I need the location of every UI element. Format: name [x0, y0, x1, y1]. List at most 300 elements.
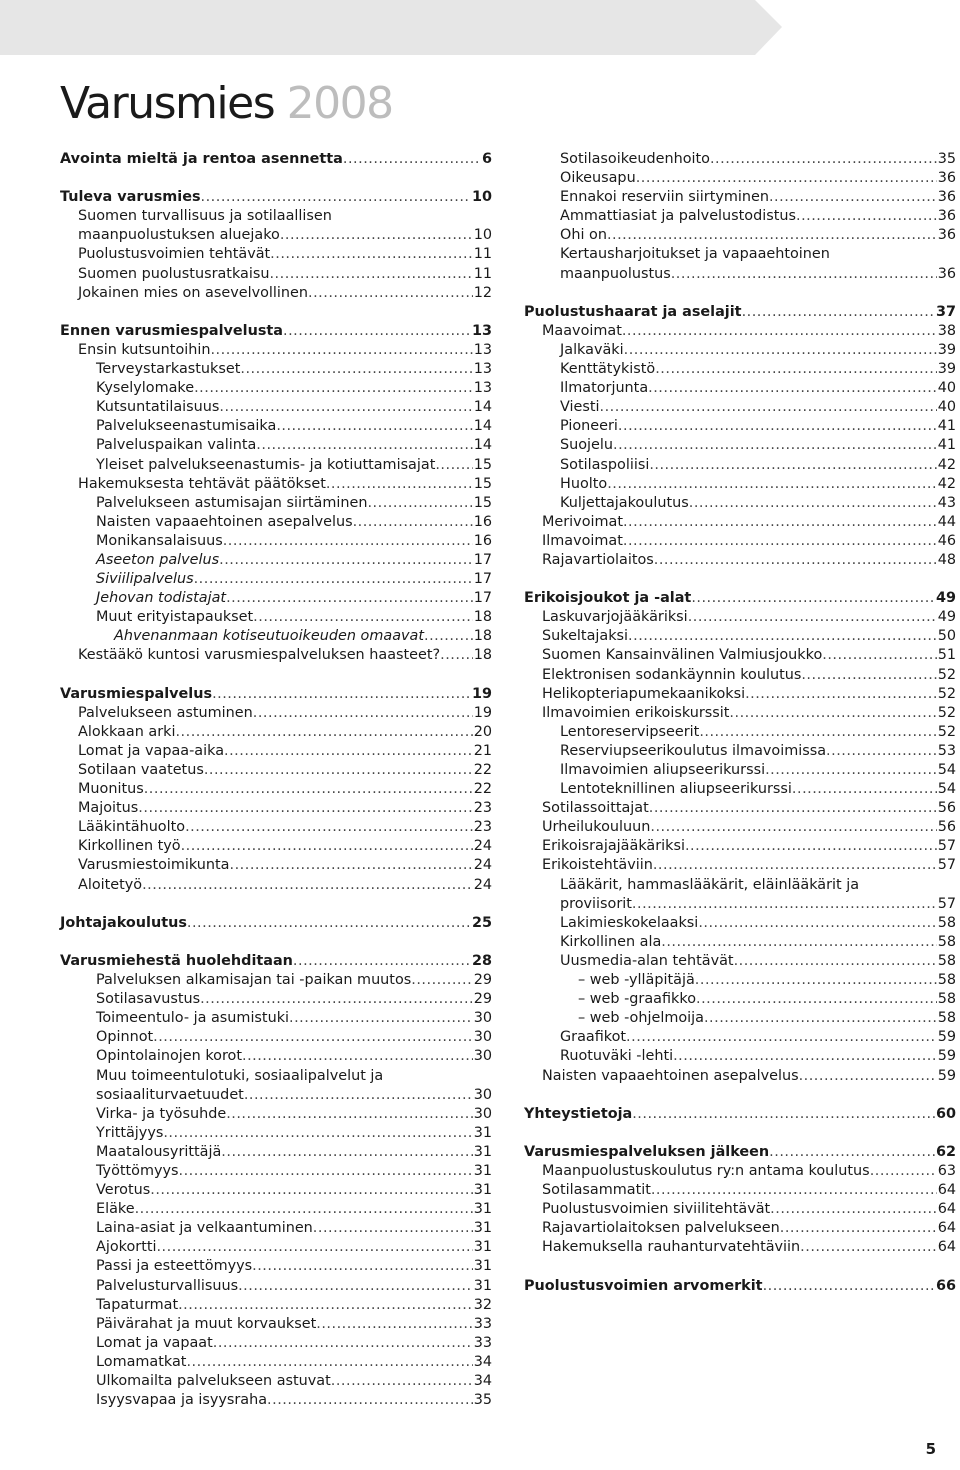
toc-leader-dots: [230, 856, 473, 875]
toc-entry[interactable]: [60, 742, 492, 761]
toc-page-number: 59: [937, 1048, 956, 1065]
toc-entry-label: Päivärahat ja muut korvaukset: [96, 1315, 317, 1332]
toc-leader-dots: [316, 1315, 472, 1334]
toc-leader-dots: [276, 417, 472, 436]
toc-entry-label: Urheilukouluun: [542, 819, 651, 836]
toc-entry-label: Merivoimat: [542, 513, 623, 530]
toc-entry[interactable]: [60, 876, 492, 895]
toc-leader-dots: [673, 1047, 937, 1066]
toc-entry[interactable]: [60, 1181, 492, 1200]
toc-page-number: 18: [473, 647, 492, 664]
toc-leader-dots: [763, 1277, 935, 1296]
toc-page-number: 64: [937, 1239, 956, 1256]
toc-entry-label: Sotilasavustus: [96, 991, 201, 1008]
toc-leader-dots: [769, 1143, 935, 1162]
toc-entry[interactable]: [524, 761, 956, 780]
toc-leader-dots: [280, 226, 473, 245]
toc-entry[interactable]: [60, 1219, 492, 1238]
toc-entry-label: Lomat ja vapaa-aika: [78, 742, 225, 759]
toc-page-number: 31: [473, 1258, 492, 1275]
toc-entry-label: Suojelu: [560, 437, 614, 454]
toc-page-number: 56: [937, 800, 956, 817]
toc-entry[interactable]: [60, 245, 492, 264]
toc-leader-dots: [780, 1219, 937, 1238]
toc-entry-label: Alokkaan arki: [78, 723, 176, 740]
toc-page-number: 34: [473, 1373, 492, 1389]
toc-entry[interactable]: [60, 627, 492, 646]
toc-entry[interactable]: [524, 1009, 956, 1028]
toc-entry[interactable]: [524, 398, 956, 417]
toc-leader-dots: [607, 226, 937, 245]
toc-entry-label: Sotilasoikeudenhoito: [560, 151, 710, 167]
toc-entry-label: Maatalousyrittäjä: [96, 1143, 222, 1160]
toc-entry-label: Viesti: [560, 399, 600, 416]
toc-entry[interactable]: [524, 666, 956, 685]
toc-entry[interactable]: [524, 169, 956, 188]
toc-entry[interactable]: [60, 608, 492, 627]
toc-entry[interactable]: [524, 265, 956, 284]
toc-leader-dots: [201, 188, 471, 207]
toc-entry-label: Aloitetyö: [78, 876, 143, 893]
toc-entry[interactable]: [524, 456, 956, 475]
toc-page-number: 31: [473, 1124, 492, 1141]
toc-entry[interactable]: [524, 971, 956, 990]
toc-leader-dots: [267, 1391, 473, 1410]
toc-entry[interactable]: [60, 1334, 492, 1353]
toc-page-number: 17: [473, 590, 492, 607]
toc-page-number: 62: [935, 1143, 956, 1160]
toc-leader-dots: [765, 761, 937, 780]
toc-entry[interactable]: [60, 1257, 492, 1276]
toc-entry[interactable]: [60, 1200, 492, 1219]
toc-page-number: 58: [937, 933, 956, 950]
toc-page-number: 30: [473, 1105, 492, 1122]
toc-entry[interactable]: [524, 818, 956, 837]
toc-leader-dots: [252, 1257, 473, 1276]
toc-leader-dots: [313, 1219, 473, 1238]
toc-entry-label: Puolustusvoimien tehtävät: [78, 246, 271, 263]
toc-entry[interactable]: [524, 322, 956, 341]
toc-leader-dots: [623, 532, 937, 551]
toc-page-number: 41: [937, 418, 956, 435]
toc-entry[interactable]: [60, 704, 492, 723]
toc-section[interactable]: [60, 952, 492, 971]
toc-entry-label: Tuleva varusmies: [60, 189, 201, 206]
toc-entry[interactable]: [524, 1028, 956, 1047]
toc-leader-dots: [283, 322, 471, 341]
toc-leader-dots: [135, 1200, 473, 1219]
toc-entry-label: Varusmiespalvelus: [60, 685, 213, 702]
toc-leader-dots: [734, 952, 937, 971]
toc-entry[interactable]: [60, 1047, 492, 1066]
toc-page-number: 15: [473, 475, 492, 492]
toc-entry[interactable]: [524, 742, 956, 761]
toc-section[interactable]: [60, 150, 492, 169]
toc-entry[interactable]: [60, 1028, 492, 1047]
toc-entry[interactable]: [524, 646, 956, 665]
toc-leader-dots: [654, 551, 937, 570]
toc-entry-label: Ensin kutsuntoihin: [78, 341, 211, 358]
toc-entry[interactable]: [60, 513, 492, 532]
toc-leader-dots: [142, 876, 473, 895]
toc-spacer: [524, 284, 956, 303]
toc-entry[interactable]: [60, 1277, 492, 1296]
toc-leader-dots: [826, 742, 937, 761]
toc-entry[interactable]: [524, 475, 956, 494]
toc-entry[interactable]: [60, 1162, 492, 1181]
toc-leader-dots: [187, 914, 471, 933]
toc-leader-dots: [649, 456, 936, 475]
toc-entry-label: Laskuvarjojääkäriksi: [542, 609, 688, 626]
toc-entry[interactable]: [524, 436, 956, 455]
toc-entry[interactable]: [524, 1219, 956, 1238]
toc-entry[interactable]: [60, 761, 492, 780]
toc-entry[interactable]: [60, 856, 492, 875]
toc-page-number: 22: [473, 762, 492, 778]
toc-page-number: 48: [937, 551, 956, 568]
toc-page-number: 29: [473, 972, 492, 989]
toc-entry-label: Jalkaväki: [560, 341, 624, 358]
toc-entry[interactable]: [60, 551, 492, 570]
toc-page-number: 13: [473, 341, 492, 358]
toc-leader-dots: [242, 1047, 473, 1066]
toc-leader-dots: [636, 169, 937, 188]
toc-page-number: 31: [473, 1239, 492, 1256]
toc-entry-label: Suomen turvallisuus ja sotilaallisen: [78, 208, 332, 225]
toc-entry[interactable]: [524, 704, 956, 723]
toc-entry[interactable]: [60, 990, 492, 1009]
toc-entry-label: Avointa mieltä ja rentoa asennetta: [60, 151, 343, 167]
toc-entry[interactable]: [60, 971, 492, 990]
toc-page-number: 19: [471, 685, 492, 702]
toc-page-number: 56: [937, 819, 956, 836]
toc-entry[interactable]: [524, 379, 956, 398]
toc-entry-label: Kyselylomake: [96, 380, 195, 397]
toc-page-number: 16: [473, 513, 492, 530]
toc-leader-dots: [626, 1028, 937, 1047]
toc-entry[interactable]: [60, 207, 492, 226]
toc-page-number: 52: [937, 723, 956, 740]
toc-entry[interactable]: [524, 837, 956, 856]
toc-entry[interactable]: [60, 226, 492, 245]
toc-entry[interactable]: [60, 1238, 492, 1257]
toc-entry-label: Lakimieskokelaaksi: [560, 914, 699, 931]
toc-entry[interactable]: [524, 1238, 956, 1257]
toc-section[interactable]: [60, 914, 492, 933]
toc-page-number: 24: [473, 876, 492, 893]
toc-leader-dots: [223, 532, 473, 551]
toc-entry-label: Oikeusapu: [560, 170, 636, 187]
toc-page-number: 23: [473, 819, 492, 836]
toc-entry-label: Maavoimat: [542, 322, 622, 339]
toc-entry[interactable]: [524, 360, 956, 379]
toc-entry-label: Siviilipalvelus: [96, 571, 194, 588]
toc-entry[interactable]: [60, 1124, 492, 1143]
toc-page-number: 35: [937, 151, 956, 167]
toc-leader-dots: [710, 150, 937, 169]
toc-entry[interactable]: [524, 895, 956, 914]
toc-leader-dots: [632, 895, 937, 914]
page-title: [60, 76, 393, 132]
toc-entry[interactable]: [60, 379, 492, 398]
toc-leader-dots: [179, 1162, 473, 1181]
toc-entry[interactable]: [524, 245, 956, 264]
toc-page-number: 54: [937, 781, 956, 798]
toc-entry[interactable]: [60, 1067, 492, 1086]
toc-leader-dots: [770, 1200, 937, 1219]
title-year: 2008: [286, 78, 393, 129]
toc-leader-dots: [221, 1143, 472, 1162]
page-number: 5: [925, 1440, 936, 1458]
toc-entry[interactable]: [524, 150, 956, 169]
toc-leader-dots: [343, 150, 481, 169]
toc-entry-label: – web -ohjelmoija: [578, 1010, 704, 1027]
toc-leader-dots: [600, 398, 937, 417]
toc-entry[interactable]: [524, 226, 956, 245]
toc-section[interactable]: [60, 188, 492, 207]
toc-leader-dots: [353, 513, 473, 532]
toc-entry[interactable]: [524, 532, 956, 551]
toc-entry[interactable]: [524, 494, 956, 513]
toc-entry[interactable]: [524, 341, 956, 360]
toc-leader-dots: [769, 188, 937, 207]
toc-entry[interactable]: [524, 933, 956, 952]
toc-leader-dots: [623, 513, 937, 532]
toc-entry-label: Maanpuolustuskoulutus ry:n antama koulutus: [542, 1162, 870, 1179]
toc-page-number: 43: [937, 494, 956, 511]
toc-entry-label: Yrittäjyys: [96, 1124, 164, 1141]
toc-section[interactable]: [60, 322, 492, 341]
toc-column-right: [524, 150, 956, 1296]
toc-page-number: 16: [473, 532, 492, 549]
toc-leader-dots: [691, 589, 935, 608]
toc-leader-dots: [624, 341, 937, 360]
toc-entry-label: Palvelukseenastumisaika: [96, 418, 277, 435]
toc-entry[interactable]: [60, 436, 492, 455]
toc-entry[interactable]: [524, 990, 956, 1009]
toc-page-number: 35: [473, 1392, 492, 1409]
toc-entry[interactable]: [524, 608, 956, 627]
toc-leader-dots: [253, 608, 473, 627]
toc-leader-dots: [270, 245, 473, 264]
toc-entry[interactable]: [524, 723, 956, 742]
toc-entry-label: Passi ja esteettömyys: [96, 1258, 253, 1275]
toc-leader-dots: [801, 666, 936, 685]
toc-entry-label: Kuljettajakoulutus: [560, 494, 689, 511]
toc-leader-dots: [293, 952, 471, 971]
toc-entry[interactable]: [524, 188, 956, 207]
toc-entry[interactable]: [524, 914, 956, 933]
toc-leader-dots: [613, 436, 937, 455]
toc-entry[interactable]: [524, 207, 956, 226]
toc-page-number: 64: [937, 1182, 956, 1199]
toc-spacer: [524, 1086, 956, 1105]
toc-entry-label: Kirkollinen ala: [560, 933, 662, 950]
toc-entry[interactable]: [524, 685, 956, 704]
toc-page-number: 57: [937, 838, 956, 855]
toc-section[interactable]: [60, 685, 492, 704]
toc-leader-dots: [745, 685, 937, 704]
toc-leader-dots: [175, 723, 472, 742]
toc-page-number: 36: [937, 227, 956, 244]
toc-leader-dots: [178, 1296, 473, 1315]
toc-entry-label: Ilmavoimat: [542, 532, 623, 549]
toc-leader-dots: [194, 570, 473, 589]
toc-leader-dots: [226, 589, 473, 608]
toc-entry-label: Sukeltajaksi: [542, 628, 629, 645]
toc-leader-dots: [685, 837, 937, 856]
toc-page-number: 36: [937, 189, 956, 206]
toc-entry[interactable]: [524, 876, 956, 895]
toc-entry[interactable]: [524, 417, 956, 436]
toc-page-number: 33: [473, 1334, 492, 1351]
toc-page-number: 52: [937, 666, 956, 683]
toc-leader-dots: [138, 799, 472, 818]
toc-entry-label: – web -ylläpitäjä: [578, 972, 695, 989]
toc-entry-label: Virka- ja työsuhde: [96, 1105, 227, 1122]
toc-entry-label: Huolto: [560, 475, 608, 492]
toc-entry[interactable]: [60, 818, 492, 837]
toc-entry-label: Uusmedia-alan tehtävät: [560, 952, 734, 969]
toc-entry-label: Tapaturmat: [96, 1296, 179, 1313]
toc-page-number: 18: [473, 628, 492, 645]
toc-page-number: 51: [937, 647, 956, 664]
toc-page-number: 31: [473, 1182, 492, 1199]
toc-entry[interactable]: [524, 513, 956, 532]
toc-entry[interactable]: [60, 398, 492, 417]
toc-page-number: 58: [937, 914, 956, 931]
toc-leader-dots: [696, 990, 937, 1009]
toc-entry[interactable]: [524, 856, 956, 875]
toc-entry[interactable]: [60, 417, 492, 436]
toc-entry-label: Palvelukseen astumisajan siirtäminen: [96, 494, 368, 511]
toc-entry[interactable]: [60, 1086, 492, 1105]
toc-entry-label: Ahvenanmaan kotiseutuoikeuden omaavat: [114, 628, 424, 645]
toc-page-number: 19: [473, 704, 492, 721]
toc-entry[interactable]: [60, 1372, 492, 1391]
toc-entry[interactable]: [524, 1047, 956, 1066]
toc-entry-label: Jehovan todistajat: [96, 590, 227, 607]
toc-entry-label: Palvelusturvallisuus: [96, 1277, 239, 1294]
toc-leader-dots: [800, 1238, 937, 1257]
toc-spacer: [60, 169, 492, 188]
toc-leader-dots: [200, 990, 473, 1009]
toc-leader-dots: [226, 1105, 472, 1124]
toc-page-number: 24: [473, 838, 492, 855]
toc-page-number: 41: [937, 437, 956, 454]
toc-page-number: 59: [937, 1029, 956, 1046]
toc-entry[interactable]: [60, 265, 492, 284]
toc-page-number: 18: [473, 609, 492, 626]
toc-entry[interactable]: [60, 284, 492, 303]
toc-entry[interactable]: [60, 1391, 492, 1410]
toc-leader-dots: [210, 341, 472, 360]
toc-entry[interactable]: [60, 780, 492, 799]
toc-entry-label: Lentoteknillinen aliupseerikurssi: [560, 781, 792, 798]
toc-entry-label: Lääkärit, hammaslääkärit, eläinlääkärit ja: [560, 876, 860, 893]
toc-entry[interactable]: [60, 646, 492, 665]
toc-entry[interactable]: [524, 551, 956, 570]
toc-leader-dots: [796, 207, 937, 226]
toc-entry[interactable]: [524, 1181, 956, 1200]
toc-page-number: 13: [473, 361, 492, 378]
toc-entry-label: Elektronisen sodankäynnin koulutus: [542, 666, 802, 683]
toc-page-number: 64: [937, 1201, 956, 1218]
toc-entry-label: proviisorit: [560, 895, 632, 912]
toc-entry[interactable]: [60, 1009, 492, 1028]
toc-leader-dots: [870, 1162, 937, 1181]
toc-entry[interactable]: [60, 837, 492, 856]
toc-entry-label: Naisten vapaaehtoinen asepalvelus: [542, 1067, 799, 1084]
toc-leader-dots: [742, 303, 935, 322]
toc-entry-label: Palveluspaikan valinta: [96, 437, 257, 454]
toc-entry[interactable]: [60, 570, 492, 589]
toc-section[interactable]: [524, 589, 956, 608]
toc-section[interactable]: [524, 303, 956, 322]
toc-column-left: [60, 150, 492, 1410]
toc-leader-dots: [156, 1238, 472, 1257]
toc-entry-label: Erikoistehtäviin: [542, 857, 653, 874]
toc-entry-label: Rajavartiolaitoksen palvelukseen: [542, 1220, 780, 1237]
toc-spacer: [524, 570, 956, 589]
toc-entry[interactable]: [524, 1162, 956, 1181]
toc-leader-dots: [212, 685, 471, 704]
toc-entry[interactable]: [524, 627, 956, 646]
toc-page-number: 58: [937, 952, 956, 969]
toc-entry[interactable]: [524, 780, 956, 799]
toc-entry[interactable]: [60, 475, 492, 494]
toc-leader-dots: [240, 360, 472, 379]
toc-entry[interactable]: [60, 1315, 492, 1334]
toc-entry-label: Suomen puolustusratkaisu: [78, 265, 270, 282]
toc-page-number: 10: [471, 189, 492, 206]
toc-entry-label: Sotilassoittajat: [542, 800, 649, 817]
toc-section[interactable]: [524, 1143, 956, 1162]
toc-entry[interactable]: [60, 799, 492, 818]
toc-entry-label: Aseeton palvelus: [96, 551, 220, 568]
toc-entry[interactable]: [524, 1067, 956, 1086]
toc-entry[interactable]: [60, 1296, 492, 1315]
toc-entry[interactable]: [60, 360, 492, 379]
toc-entry-label: Erikoisrajajääkäriksi: [542, 838, 685, 855]
toc-entry[interactable]: [60, 532, 492, 551]
toc-entry[interactable]: [524, 952, 956, 971]
toc-entry[interactable]: [60, 1353, 492, 1372]
toc-entry-label: Ilmavoimien aliupseerikurssi: [560, 762, 766, 778]
toc-entry[interactable]: [524, 1200, 956, 1219]
toc-entry[interactable]: [60, 1143, 492, 1162]
toc-entry[interactable]: [60, 494, 492, 513]
toc-entry-label: Opintolainojen korot: [96, 1048, 242, 1065]
toc-entry[interactable]: [60, 341, 492, 360]
toc-leader-dots: [213, 1334, 473, 1353]
toc-section[interactable]: [524, 1105, 956, 1124]
toc-spacer: [60, 303, 492, 322]
toc-entry[interactable]: [60, 589, 492, 608]
toc-page-number: 20: [473, 723, 492, 740]
toc-entry-label: Graafikot: [560, 1029, 627, 1046]
toc-entry[interactable]: [60, 456, 492, 475]
toc-page-number: 30: [473, 1048, 492, 1065]
toc-entry[interactable]: [60, 723, 492, 742]
toc-leader-dots: [655, 360, 936, 379]
toc-page-number: 15: [473, 456, 492, 473]
toc-section[interactable]: [524, 1277, 956, 1296]
toc-entry-label: Reserviupseerikoulutus ilmavoimissa: [560, 742, 827, 759]
toc-entry[interactable]: [524, 799, 956, 818]
toc-page-number: 14: [473, 399, 492, 416]
toc-entry[interactable]: [60, 1105, 492, 1124]
